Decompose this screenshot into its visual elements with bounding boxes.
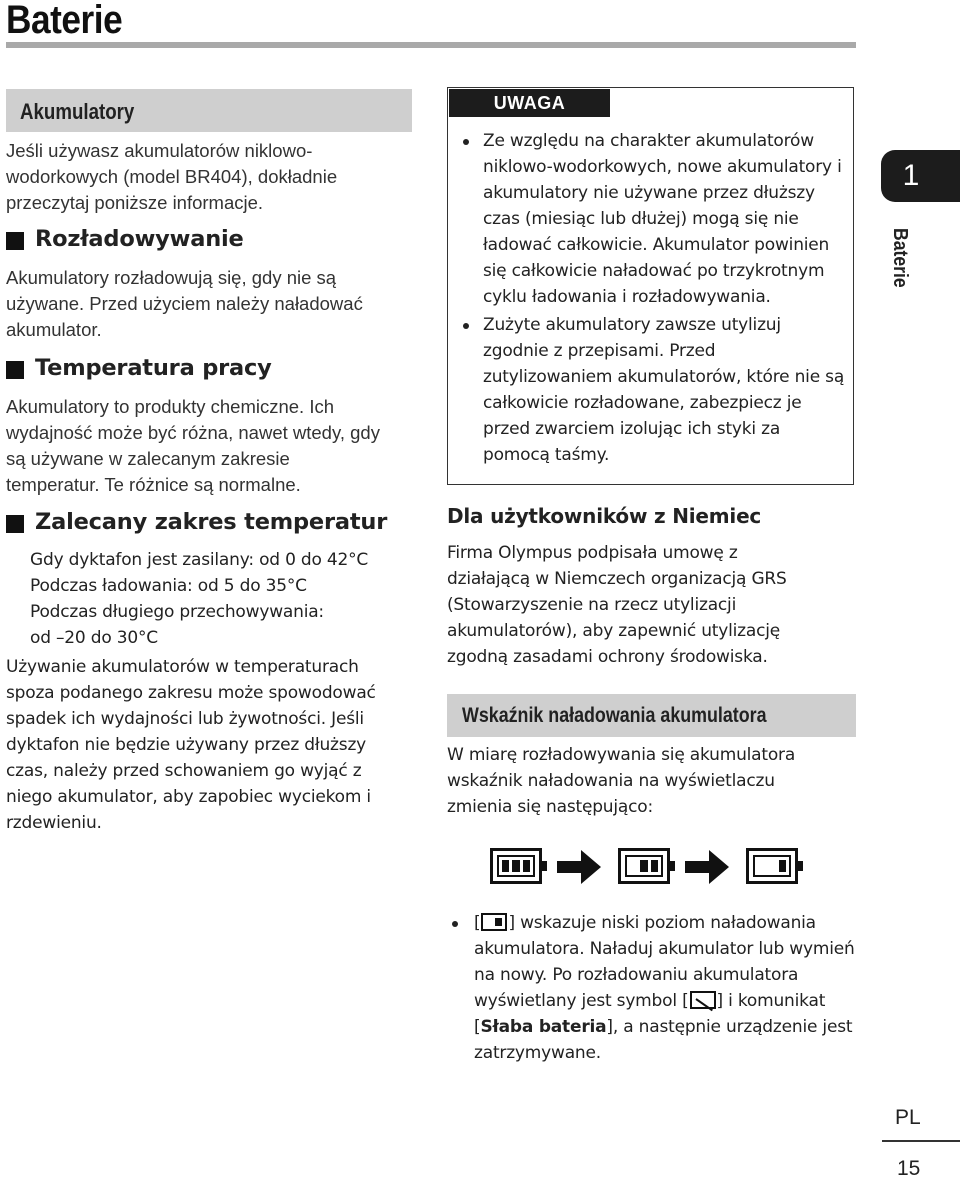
warning-item: Zużyte akumulatory zawsze utylizuj zgodnie z przepisami. Przed zutylizowaniem akumulatorów, które nie są całkowicie rozładowane, zabezpiecz je przed zwarciem izolując ich styki za pomocą taśmy. [461,312,847,468]
bullet-dot [452,921,458,927]
warning-list [461,128,847,468]
page-number: 15 [897,1157,921,1180]
battery-low-icon [481,913,507,931]
warning-item: Ze względu na charakter akumulatorów niklowo-wodorkowych, nowe akumulatory i akumulatory nie używane przez dłuższy czas (miesiąc lub dłużej) mogą się nie ładować całkowicie. Akumulator powinien się całkowicie naładować po trzykrotnym cyklu ładowania i rozładowywania. [461,128,847,310]
range-line-storage-value: od –20 do 30°C [30,628,158,648]
range-text: Używanie akumulatorów w temperaturach spoza podanego zakresu może spowodować spadek ich wydajności lub żywotności. Jeśli dyktafon nie będzie używany przez dłuższy czas, należy przed schowaniem go wyjąć z niego akumulator, aby zapobiec wyciekom i rzdewieniu. [6,657,376,833]
page-title: Baterie [6,0,123,42]
warning-label: UWAGA [493,93,566,113]
intro-text: Jeśli używasz akumulatorów niklowo-wodorkowych (model BR404), dokładnie przeczytaj poniższe informacje. [6,140,338,213]
battery-medium-icon [618,848,670,884]
heading-range: Zalecany zakres temperatur [35,509,388,535]
battery-empty-icon [690,991,716,1009]
title-rule [6,42,856,48]
note-text-1: ] wskazuje niski poziom naładowania akumulatora. Naładuj akumulator lub wymień na nowy. Po rozładowaniu akumulatora wyświetlany jest symbol [474,913,855,1011]
range-line-operating: Gdy dyktafon jest zasilany: od 0 do 42°C [30,550,369,570]
range-line-charging: Podczas ładowania: od 5 do 35°C [30,576,307,596]
arrow-right-icon [555,846,605,888]
discharge-text: Akumulatory rozładowują się, gdy nie są używane. Przed użyciem należy naładować akumulator. [6,267,363,340]
temperature-text: Akumulatory to produkty chemiczne. Ich wydajność może być różna, nawet wtedy, gdy są używane w zalecanym zakresie temperatur. Te różnice są normalne. [6,396,380,495]
battery-low-icon [746,848,798,884]
language-code: PL [895,1106,921,1129]
section-title: Akumulatory [20,99,135,124]
germany-text: Firma Olympus podpisała umowę z działającą w Niemczech organizacją GRS (Stowarzyszenie na rzecz utylizacji akumulatorów), aby zapewnić utylizację zgodną zasadami ochrony środowiska. [447,543,787,667]
indicator-title: Wskaźnik naładowania akumulatora [462,704,767,727]
indicator-text: W miarę rozładowywania się akumulatora wskaźnik naładowania na wyświetlaczu zmienia się następująco: [447,745,796,817]
low-battery-note [474,910,859,1066]
note-text-2: ] i komunikat [ [474,991,826,1037]
footer-rule [882,1140,960,1142]
heading-temperature: Temperatura pracy [35,355,272,381]
chapter-label: Baterie [889,228,911,288]
heading-discharge: Rozładowywanie [35,226,244,252]
arrow-right-icon [683,846,733,888]
square-bullet-icon [6,361,24,379]
square-bullet-icon [6,515,24,533]
note-text-3: ], a następnie urządzenie jest zatrzymywane. [474,1017,853,1063]
battery-full-icon [490,848,542,884]
square-bullet-icon [6,232,24,250]
low-battery-message: Słaba bateria [480,1017,607,1037]
note-bracket: [ [682,991,689,1011]
note-bracket: [ [474,913,481,933]
range-line-storage: Podczas długiego przechowywania: [30,602,324,622]
heading-germany: Dla użytkowników z Niemiec [447,504,762,528]
chapter-number: 1 [902,159,920,192]
